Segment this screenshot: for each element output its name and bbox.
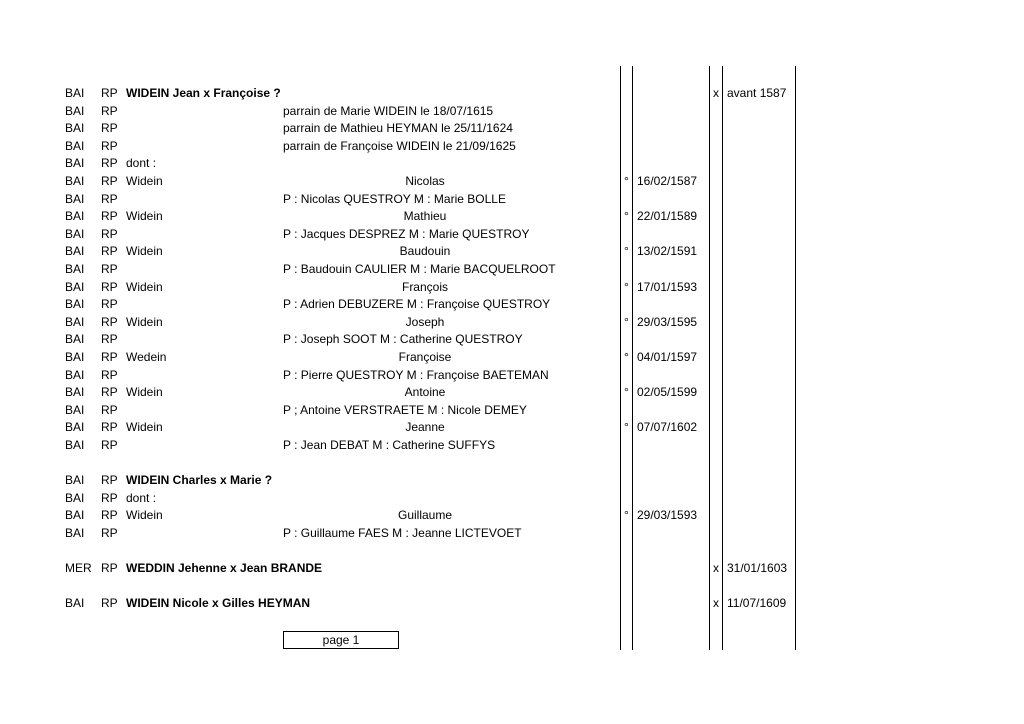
birth-date: 02/05/1599	[637, 385, 698, 400]
table-row	[0, 278, 1024, 296]
record-place: BAI	[65, 209, 85, 224]
record-source: RP	[101, 490, 118, 505]
record-note: P : Nicolas QUESTROY M : Marie BOLLE	[283, 191, 506, 206]
record-family: Widein	[126, 209, 163, 224]
table-row	[0, 383, 1024, 401]
table-row	[0, 471, 1024, 489]
record-family: WIDEIN Jean x Françoise ?	[126, 86, 281, 100]
page-number: page 1	[322, 633, 360, 647]
table-row	[0, 489, 1024, 507]
record-firstname: Joseph	[405, 314, 445, 329]
record-source: RP	[101, 596, 118, 611]
birth-date: 22/01/1589	[637, 209, 698, 224]
record-place: BAI	[65, 103, 85, 118]
record-family: Widein	[126, 279, 163, 294]
record-source: RP	[101, 279, 118, 294]
birth-date: 13/02/1591	[637, 244, 698, 259]
table-row	[0, 137, 1024, 155]
record-source: RP	[101, 174, 118, 188]
record-place: BAI	[65, 156, 85, 171]
record-place: BAI	[65, 262, 85, 276]
table-row	[0, 207, 1024, 225]
record-source: RP	[101, 420, 118, 435]
birth-mark: °	[624, 244, 629, 259]
record-source: RP	[101, 508, 118, 523]
record-family: dont :	[126, 490, 157, 505]
record-source: RP	[101, 385, 118, 400]
record-source: RP	[101, 226, 118, 241]
record-family: Widein	[126, 174, 163, 188]
record-source: RP	[101, 561, 118, 576]
record-firstname: Jeanne	[405, 420, 445, 435]
table-row	[0, 260, 1024, 278]
birth-date: 29/03/1595	[637, 314, 698, 329]
table-row	[0, 577, 1024, 595]
record-note: P : Guillaume FAES M : Jeanne LICTEVOET	[283, 526, 522, 540]
table-row	[0, 242, 1024, 260]
marriage-date: 11/07/1609	[727, 596, 787, 611]
table-row	[0, 348, 1024, 366]
table-row	[0, 295, 1024, 313]
record-firstname: Antoine	[404, 385, 446, 400]
record-place: BAI	[65, 596, 85, 611]
table-row	[0, 366, 1024, 384]
birth-mark: °	[624, 314, 629, 329]
record-place: BAI	[65, 438, 85, 452]
table-row	[0, 454, 1024, 472]
birth-mark: °	[624, 174, 629, 188]
table-row	[0, 172, 1024, 190]
record-place: BAI	[65, 314, 85, 329]
record-source: RP	[101, 262, 118, 276]
record-place: BAI	[65, 121, 85, 136]
record-firstname: Nicolas	[405, 174, 445, 188]
table-row	[0, 154, 1024, 172]
record-family: dont :	[126, 156, 157, 171]
record-place: BAI	[65, 226, 85, 241]
record-source: RP	[101, 86, 118, 100]
marriage-mark: x	[713, 596, 719, 611]
record-note: P : Baudouin CAULIER M : Marie BACQUELROOT	[283, 262, 556, 276]
marriage-mark: x	[713, 86, 719, 100]
table-row	[0, 436, 1024, 454]
table-row	[0, 418, 1024, 436]
table-row	[0, 190, 1024, 208]
record-note: parrain de Mathieu HEYMAN le 25/11/1624	[283, 121, 513, 136]
record-source: RP	[101, 297, 118, 312]
record-place: BAI	[65, 367, 85, 382]
record-family: Widein	[126, 244, 163, 259]
record-note: P : Jean DEBAT M : Catherine SUFFYS	[283, 438, 496, 452]
birth-mark: °	[624, 279, 629, 294]
record-source: RP	[101, 526, 118, 540]
birth-mark: °	[624, 508, 629, 523]
record-firstname: Mathieu	[403, 209, 447, 224]
record-source: RP	[101, 121, 118, 136]
record-family: Widein	[126, 508, 163, 523]
table-row	[0, 559, 1024, 577]
record-place: BAI	[65, 332, 85, 347]
table-row	[0, 506, 1024, 524]
record-place: BAI	[65, 297, 85, 312]
record-source: RP	[101, 244, 118, 259]
record-source: RP	[101, 350, 118, 364]
marriage-mark: x	[713, 561, 719, 576]
birth-date: 17/01/1593	[637, 279, 698, 294]
table-row	[0, 119, 1024, 137]
table-row	[0, 102, 1024, 120]
record-source: RP	[101, 191, 118, 206]
record-family: Wedein	[126, 350, 167, 364]
record-place: BAI	[65, 279, 85, 294]
record-note: parrain de Marie WIDEIN le 18/07/1615	[283, 103, 494, 118]
record-note: P : Joseph SOOT M : Catherine QUESTROY	[283, 332, 523, 347]
record-source: RP	[101, 473, 118, 488]
table-row	[0, 225, 1024, 243]
record-source: RP	[101, 332, 118, 347]
record-source: RP	[101, 138, 118, 153]
record-firstname: Baudouin	[399, 244, 451, 259]
record-note: P : Pierre QUESTROY M : Françoise BAETEMAN	[283, 367, 549, 382]
record-family: Widein	[126, 420, 163, 435]
record-source: RP	[101, 209, 118, 224]
birth-date: 04/01/1597	[637, 350, 698, 364]
record-place: BAI	[65, 385, 85, 400]
birth-date: 16/02/1587	[637, 174, 698, 188]
record-place: BAI	[65, 473, 85, 488]
record-place: BAI	[65, 526, 85, 540]
record-note: P : Adrien DEBUZERE M : Françoise QUESTROY	[283, 297, 551, 312]
birth-mark: °	[624, 350, 629, 364]
page-number-box	[283, 631, 399, 649]
record-family: Widein	[126, 314, 163, 329]
record-place: BAI	[65, 138, 85, 153]
table-row	[0, 313, 1024, 331]
record-firstname: François	[401, 279, 448, 294]
record-family: WEDDIN Jehenne x Jean BRANDE	[126, 561, 323, 576]
record-place: BAI	[65, 191, 85, 206]
record-place: BAI	[65, 86, 85, 100]
record-source: RP	[101, 367, 118, 382]
birth-mark: °	[624, 209, 629, 224]
table-row	[0, 330, 1024, 348]
record-place: BAI	[65, 244, 85, 259]
record-note: P : Jacques DESPREZ M : Marie QUESTROY	[283, 226, 530, 241]
record-family: WIDEIN Charles x Marie ?	[126, 473, 273, 488]
record-firstname: Guillaume	[397, 508, 453, 523]
record-place: BAI	[65, 508, 85, 523]
record-note: P ; Antoine VERSTRAETE M : Nicole DEMEY	[283, 402, 527, 417]
record-source: RP	[101, 314, 118, 329]
table-row	[0, 542, 1024, 560]
record-place: BAI	[65, 350, 85, 364]
marriage-date: avant 1587	[727, 86, 787, 100]
table-row	[0, 401, 1024, 419]
record-place: BAI	[65, 402, 85, 417]
birth-date: 29/03/1593	[637, 508, 698, 523]
record-family: WIDEIN Nicole x Gilles HEYMAN	[126, 596, 311, 611]
record-firstname: Françoise	[398, 350, 452, 364]
marriage-date: 31/01/1603	[727, 561, 788, 576]
record-place: BAI	[65, 490, 85, 505]
record-place: MER	[65, 561, 92, 576]
record-source: RP	[101, 402, 118, 417]
record-family: Widein	[126, 385, 163, 400]
table-row	[0, 594, 1024, 612]
table-row	[0, 524, 1024, 542]
birth-date: 07/07/1602	[637, 420, 698, 435]
table-row	[0, 84, 1024, 102]
birth-mark: °	[624, 420, 629, 435]
record-source: RP	[101, 438, 118, 452]
record-place: BAI	[65, 174, 85, 188]
record-source: RP	[101, 156, 118, 171]
record-note: parrain de Françoise WIDEIN le 21/09/1625	[283, 138, 516, 153]
record-place: BAI	[65, 420, 85, 435]
birth-mark: °	[624, 385, 629, 400]
record-source: RP	[101, 103, 118, 118]
